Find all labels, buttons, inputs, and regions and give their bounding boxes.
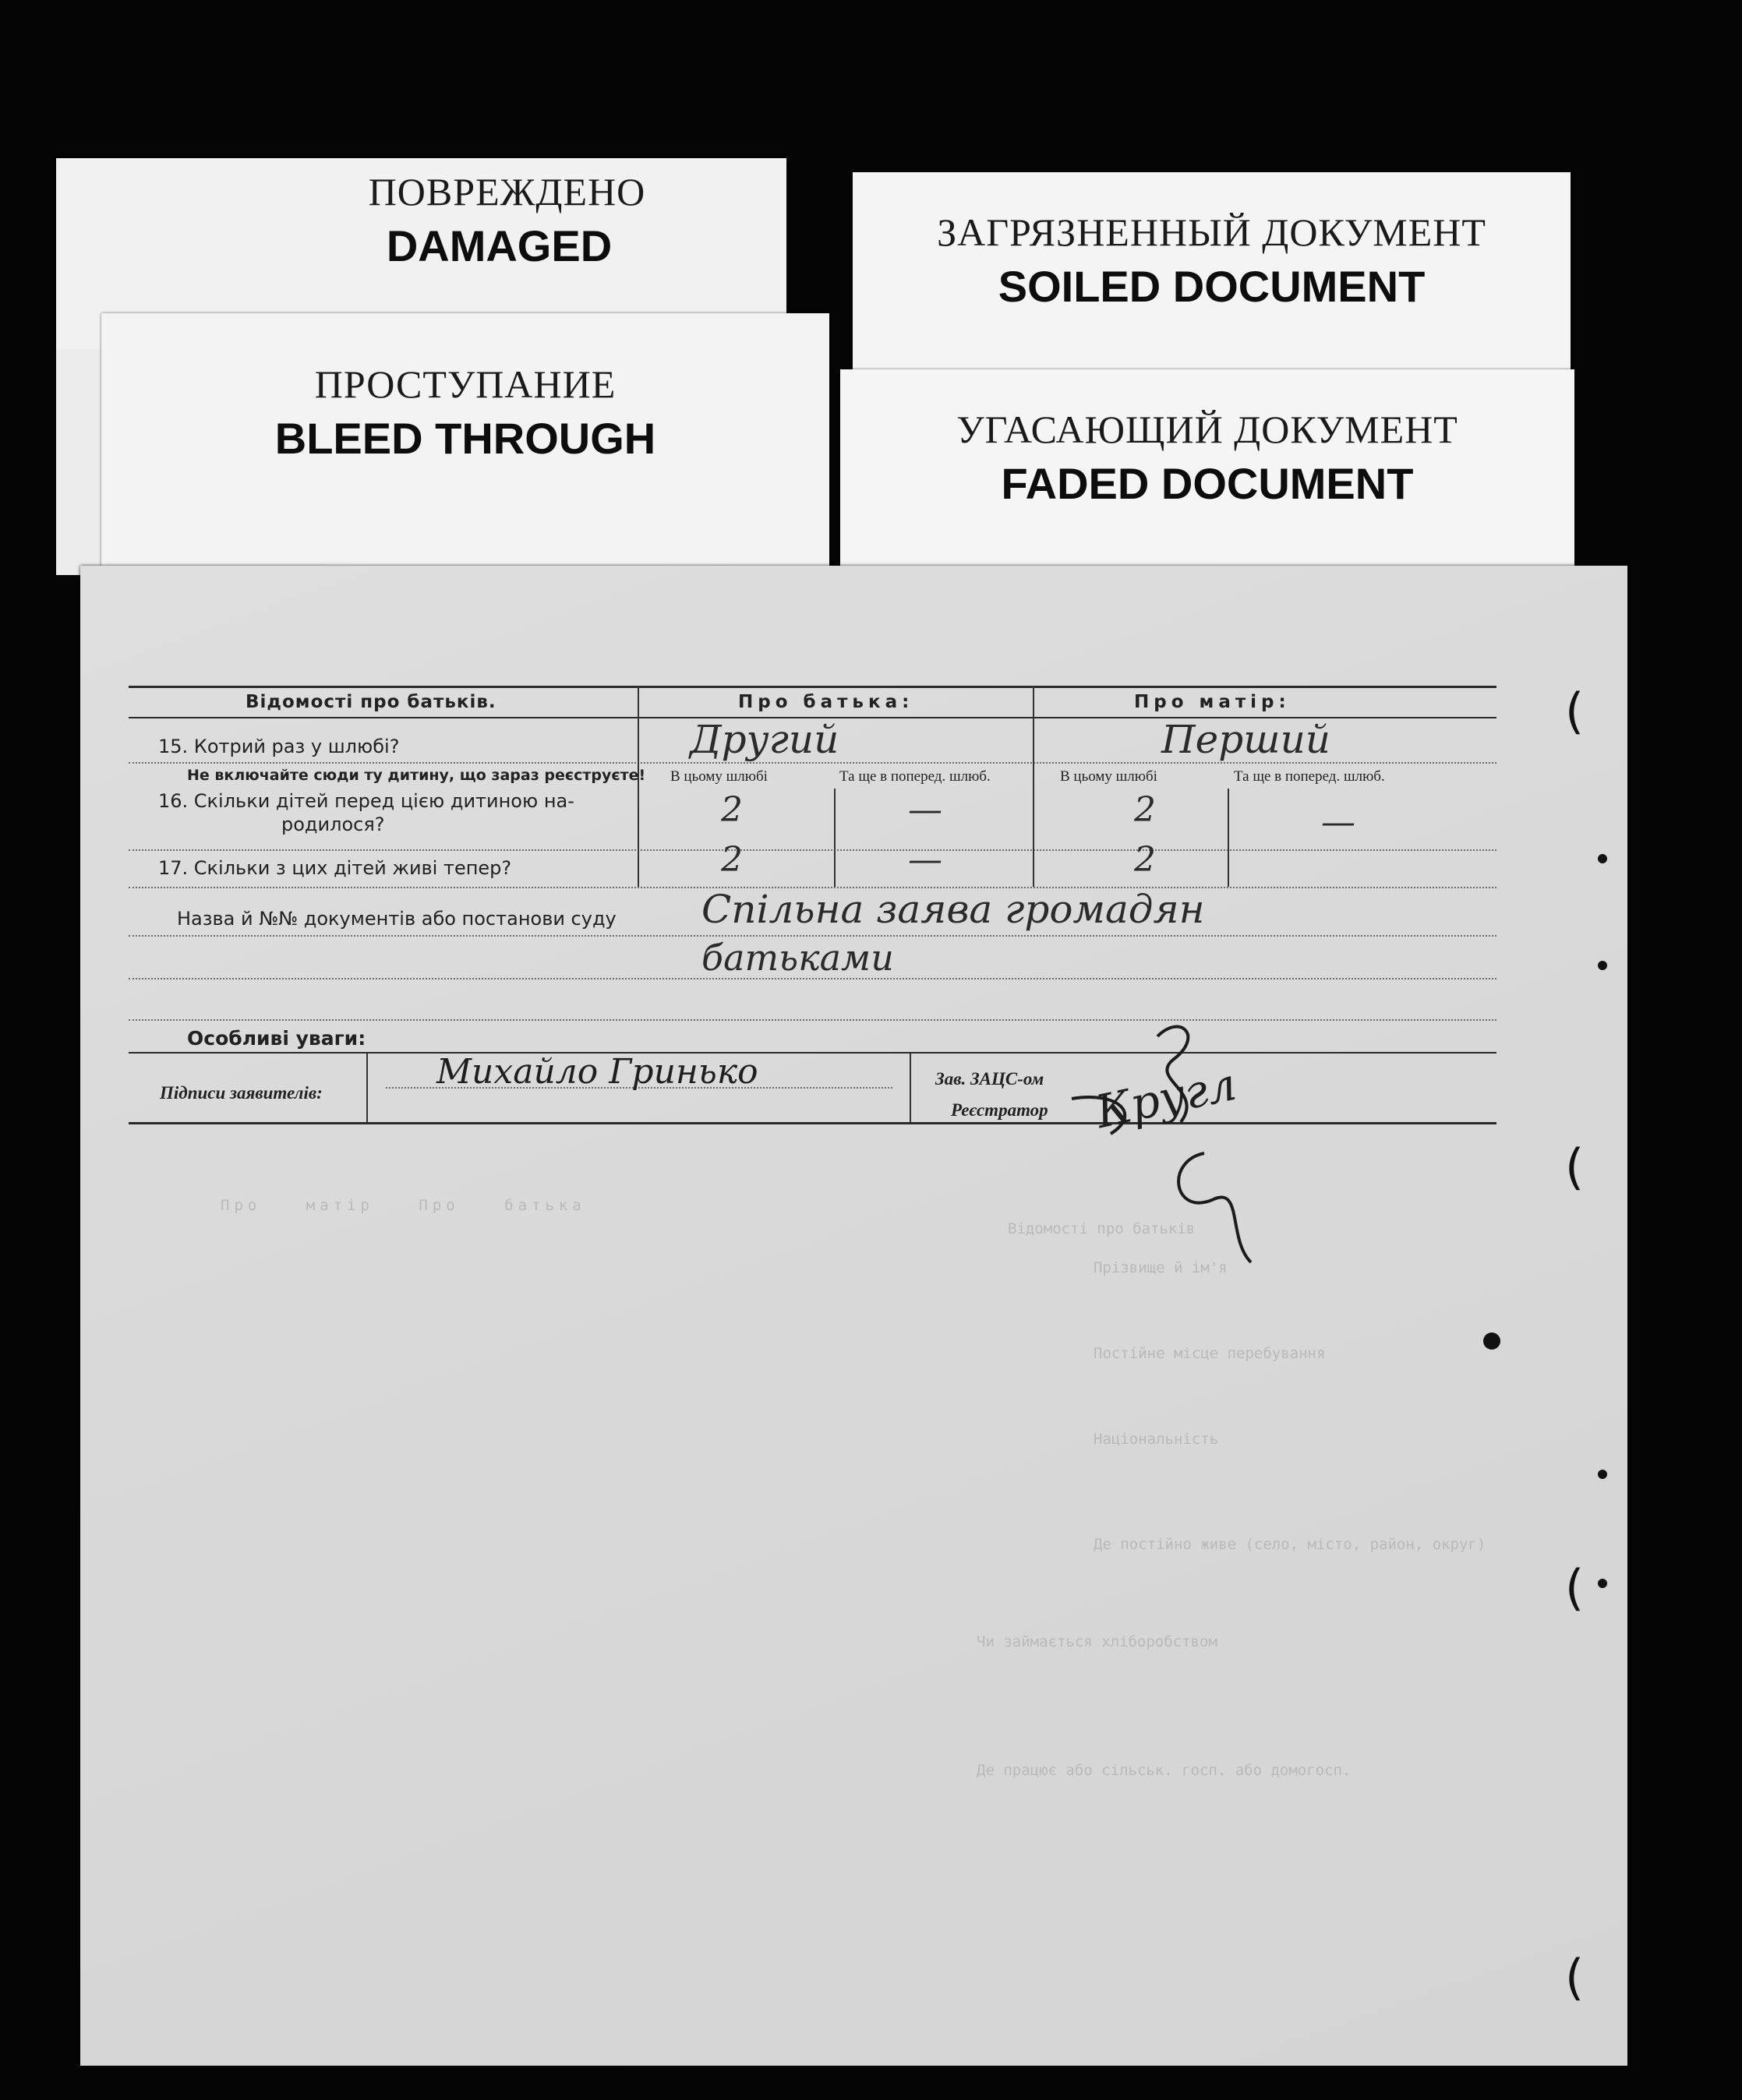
damaged-label-en: DAMAGED [386,221,613,270]
column-divider [638,686,639,887]
exclude-child-note: Не включайте сюди ту дитину, що зараз реєструєте! [187,767,646,784]
card-underlay [56,349,103,575]
binder-hole [1598,1579,1607,1588]
bleed-label-en: BLEED THROUGH [274,414,656,463]
subcol-father-prev-marriage: Та ще в поперед. шлюб. [839,768,991,785]
documents-value: Спільна заява громадян [701,887,1205,932]
row17-mother-this: 2 [1134,840,1156,880]
mother-column-header: Про матір: [1134,692,1291,712]
bleed-through-text: Національність [1094,1431,1219,1448]
parents-info-form [129,686,1496,1153]
subcol-father-this-marriage: В цьому шлюбі [670,768,768,785]
faded-label-card [840,369,1574,588]
dotted-rule [129,849,1496,851]
subcol-mother-prev-marriage: Та ще в поперед. шлюб. [1234,768,1385,785]
soiled-label-en: SOILED DOCUMENT [998,262,1426,311]
subcol-mother-this-marriage: В цьому шлюбі [1060,768,1157,785]
binder-clip-icon: ( [1565,1138,1585,1195]
row16-father-prev: — [908,790,942,830]
registrar-label: Реєстратор [951,1100,1048,1120]
bleed-through-text: Постійне місце перебування [1094,1345,1326,1362]
registrar-signature: Кругл [1090,1057,1241,1139]
bleed-through-text: Про матір Про батька [221,1197,586,1214]
faded-label-ru: УГАСАЮЩИЙ ДОКУМЕНТ [956,408,1458,451]
soiled-label-card [853,172,1571,375]
binder-clip-icon: ( [1565,1559,1585,1616]
documents-label: Назва й №№ документів або постанови суду [177,908,617,930]
registrar-signature-flourish [1025,1005,1399,1286]
bleed-through-text: Прізвище й ім'я [1094,1259,1228,1276]
row16-label-cont: родилося? [281,814,385,835]
row16-mother-this: 2 [1134,790,1156,830]
row17-label: 17. Скільки з цих дітей живі тепер? [158,857,512,879]
bleed-through-text: Відомості про батьків [1008,1220,1196,1237]
row15-label: 15. Котрий раз у шлюбі? [158,736,400,757]
document-sheet [80,566,1627,2066]
row17-father-this: 2 [721,840,743,880]
bleed-label-ru: ПРОСТУПАНИЕ [314,362,617,406]
binder-hole [1598,961,1607,970]
soiled-label-ru: ЗАГРЯЗНЕННЫЙ ДОКУМЕНТ [937,210,1486,254]
row16-label: 16. Скільки дітей перед цією дитиною на- [158,790,574,812]
rule [129,686,1496,688]
column-divider [910,1054,911,1122]
binder-hole [1598,1470,1607,1479]
bleed-through-text: Де працює або сільськ. госп. або домогосп. [977,1762,1352,1779]
applicant-signature: Михайло Гринько [436,1052,758,1092]
row16-father-this: 2 [721,790,743,830]
row16-mother-prev: — [1321,803,1355,842]
column-divider [366,1054,368,1122]
row15-mother-value: Перший [1161,717,1330,762]
row17-father-prev: — [908,840,942,880]
section-header: Відомості про батьків. [246,692,496,712]
column-divider [834,789,836,887]
zags-head-label: Зав. ЗАЦС-ом [935,1069,1044,1089]
damaged-label-ru: ПОВРЕЖДЕНО [368,170,646,214]
applicants-signatures-label: Підписи заявителів: [160,1083,323,1103]
faded-label-en: FADED DOCUMENT [1001,459,1414,508]
binder-hole [1483,1332,1500,1350]
bleed-through-text: Чи займається хліборобством [977,1633,1217,1650]
remarks-label: Особливі уваги: [187,1027,366,1050]
binder-clip-icon: ( [1565,683,1585,739]
father-column-header: Про батька: [738,692,914,712]
dotted-rule [129,762,1496,764]
column-divider [1033,686,1034,887]
bleed-through-text: Де постійно живе (село, місто, район, округ) [1094,1536,1486,1553]
documents-value-cont: батьками [701,937,894,979]
bleed-through-label-card [101,313,829,570]
binder-hole [1598,854,1607,863]
row15-father-value: Другий [690,717,839,762]
column-divider [1228,789,1229,887]
binder-clip-icon: ( [1565,1949,1585,2006]
